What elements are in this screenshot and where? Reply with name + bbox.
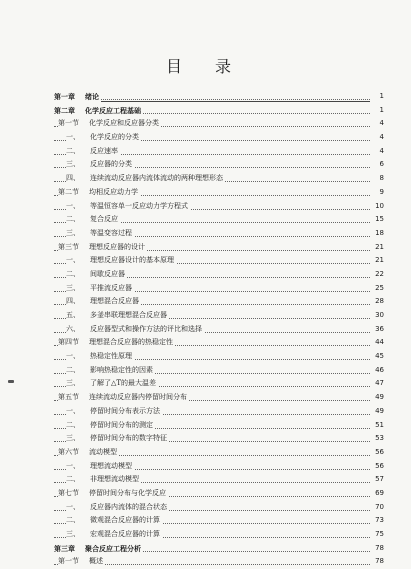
toc-entry-label (66, 405, 162, 419)
toc-entry (54, 200, 384, 214)
toc-entry-label (66, 432, 169, 446)
toc-entry-label (66, 501, 169, 515)
toc-entry-page: 51 (370, 419, 384, 433)
toc-entry-title: 了解了△T的最大温差 (90, 379, 157, 388)
toc-entry-page: 49 (370, 405, 384, 419)
toc-entry-number: 第一节 (58, 557, 79, 566)
toc-entry (54, 90, 384, 104)
toc-entry-page: 1 (370, 104, 384, 118)
toc-entry-page: 1 (370, 90, 384, 104)
toc-entry-page: 56 (370, 446, 384, 460)
toc-entry-title: 复合反应 (90, 215, 118, 224)
toc-entry-page: 44 (370, 336, 384, 350)
toc-entry-page: 70 (370, 501, 384, 515)
toc-entry (54, 213, 384, 227)
toc-entry (54, 350, 384, 364)
toc-entry-label (66, 145, 120, 159)
toc-entry-number: 三、 (66, 160, 80, 169)
toc-entry-page: 73 (370, 514, 384, 528)
toc-entry-title: 反应器的分类 (90, 160, 132, 169)
toc-entry-number: 第一节 (58, 119, 79, 128)
toc-entry-page: 57 (370, 473, 384, 487)
toc-entry-title: 连续流动反应器内停留时间分布 (89, 393, 187, 402)
toc-entry-title: 非理想流动模型 (90, 475, 139, 484)
toc-entry-label (58, 241, 147, 255)
toc-entry (54, 295, 384, 309)
toc-entry-title: 理想混合反应器的热稳定性 (89, 338, 173, 347)
toc-entry (54, 405, 384, 419)
toc-entry-number: 五、 (66, 311, 80, 319)
toc-entry-number: 一、 (66, 461, 80, 470)
toc-entry-title: 影响热稳定性的因素 (90, 365, 153, 374)
toc-entry (54, 555, 384, 569)
toc-entry-page: 15 (370, 213, 384, 227)
toc-entry (54, 432, 384, 446)
toc-entry-label (58, 487, 168, 501)
toc-entry (54, 268, 384, 282)
toc-entry-number: 二、 (66, 365, 80, 374)
toc-entry-label (58, 391, 189, 405)
toc-entry-page: 49 (370, 391, 384, 405)
toc-entry-number: 二、 (66, 269, 80, 278)
toc-entry-number: 一、 (66, 201, 80, 210)
toc-entry-number: 二、 (66, 420, 80, 429)
toc-entry-title: 聚合反应工程分析 (85, 543, 141, 553)
leader-dots (54, 90, 370, 100)
toc-entry-number: 二、 (66, 475, 80, 484)
toc-entry-page: 75 (370, 528, 384, 542)
toc-entry-title: 连续流动反应器内流体流动的两种理想形态 (90, 174, 223, 183)
toc-entry-number: 第五节 (58, 393, 79, 402)
toc-entry-title: 理想混合反应器 (90, 297, 139, 306)
toc-entry-label (54, 542, 143, 556)
toc-entry (54, 158, 384, 172)
toc-entry-label (66, 200, 190, 214)
toc-entry-page: 45 (370, 350, 384, 364)
toc-entry-label (58, 555, 105, 569)
toc-entry-number: 第三节 (58, 242, 79, 251)
toc-entry-number: 一、 (66, 352, 80, 361)
toc-entry (54, 254, 384, 268)
toc-entry (54, 323, 384, 337)
toc-entry (54, 391, 384, 405)
toc-entry-number: 一、 (66, 256, 80, 265)
toc-entry-page: 69 (370, 487, 384, 501)
toc-entry-label (66, 254, 176, 268)
toc-entry-label (66, 282, 134, 296)
toc-entry-label (58, 336, 175, 350)
toc-entry-title: 理想反应器的设计 (89, 242, 145, 251)
toc-entry-number: 一、 (66, 133, 80, 142)
toc-entry-label (58, 446, 119, 460)
toc-entry (54, 117, 384, 131)
toc-entry-title: 反应器型式和操作方法的评比和选择 (90, 324, 202, 333)
toc-entry-page: 6 (370, 158, 384, 172)
toc-entry (54, 282, 384, 296)
toc-entry-number: 二、 (66, 215, 80, 224)
toc-entry-title: 化学反应和反应器分类 (89, 119, 159, 128)
toc-entry-title: 反应器内流体的混合状态 (90, 502, 167, 511)
toc-entry-number: 四、 (66, 174, 80, 183)
toc-entry (54, 172, 384, 186)
toc-entry-label (66, 460, 134, 474)
toc-entry (54, 241, 384, 255)
toc-entry (54, 309, 384, 323)
toc-entry-label (66, 364, 155, 378)
toc-entry (54, 186, 384, 200)
toc-entry-page: 47 (370, 377, 384, 391)
toc-entry-title: 化学反应工程基础 (85, 105, 141, 115)
page-title: 目 录 (165, 57, 246, 76)
toc-entry-label (66, 268, 127, 282)
toc-entry-page: 4 (370, 145, 384, 159)
toc-entry-label (54, 90, 101, 104)
toc-entry-label (66, 131, 141, 145)
toc-entry-title: 热稳定性原理 (90, 352, 132, 361)
toc-entry-number: 四、 (66, 297, 80, 306)
toc-entry-page: 8 (370, 172, 384, 186)
toc-entry-title: 均相反应动力学 (89, 187, 138, 196)
toc-entry-number: 第七节 (58, 488, 79, 497)
toc-entry-title: 绪论 (85, 92, 99, 101)
toc-entry (54, 528, 384, 542)
toc-entry-page: 9 (370, 186, 384, 200)
toc-entry-page: 21 (370, 254, 384, 268)
toc-entry (54, 131, 384, 145)
toc-entry-label (66, 528, 162, 542)
toc-entry-number: 第一章 (54, 92, 75, 101)
toc-entry (54, 364, 384, 378)
toc-entry-number: 三、 (66, 434, 80, 443)
toc-entry-label (66, 309, 169, 323)
toc-entry-title: 停留时间分布与化学反应 (89, 488, 166, 497)
toc-entry-number: 二、 (66, 516, 80, 525)
toc-entry-title: 等温变容过程 (90, 228, 132, 237)
toc-entry-number: 第二章 (54, 105, 75, 115)
toc-entry (54, 514, 384, 528)
table-of-contents (54, 90, 384, 569)
toc-entry-page: 18 (370, 227, 384, 241)
toc-entry-label (58, 186, 140, 200)
toc-entry-label (66, 295, 141, 309)
toc-entry (54, 501, 384, 515)
toc-entry-label (66, 514, 162, 528)
toc-entry (54, 419, 384, 433)
toc-entry-number: 第六节 (58, 447, 79, 456)
toc-entry (54, 446, 384, 460)
toc-entry-number: 第二节 (58, 187, 79, 196)
toc-entry-page: 4 (370, 117, 384, 131)
toc-entry-label (66, 377, 158, 391)
toc-entry-title: 概述 (89, 557, 103, 566)
toc-entry-page: 30 (370, 309, 384, 323)
toc-entry-label (66, 158, 134, 172)
toc-entry-label (66, 213, 120, 227)
toc-entry (54, 377, 384, 391)
toc-entry-label (66, 227, 134, 241)
toc-entry-label (66, 473, 141, 487)
toc-entry-label (66, 419, 155, 433)
toc-entry-label (66, 323, 204, 337)
toc-entry-title: 理想流动模型 (90, 461, 132, 470)
toc-entry (54, 487, 384, 501)
toc-entry-number: 三、 (66, 228, 80, 237)
toc-entry-number: 三、 (66, 530, 80, 538)
toc-entry (54, 227, 384, 241)
toc-entry-number: 一、 (66, 502, 80, 511)
toc-entry-page: 36 (370, 323, 384, 337)
toc-entry-page: 56 (370, 460, 384, 474)
toc-entry-title: 间歇反应器 (90, 269, 125, 278)
toc-entry-title: 微观混合反应器的计算 (90, 516, 160, 525)
toc-entry-label (66, 350, 134, 364)
toc-entry-title: 停留时间分布的测定 (90, 420, 153, 429)
toc-entry-number: 三、 (66, 379, 80, 388)
toc-entry-title: 等温恒容单一反应动力学方程式 (90, 201, 188, 210)
toc-entry (54, 542, 384, 556)
toc-entry-number: 一、 (66, 406, 80, 415)
toc-entry-page: 78 (370, 555, 384, 569)
toc-entry-page: 22 (370, 268, 384, 282)
toc-entry (54, 473, 384, 487)
toc-entry-label (58, 117, 161, 131)
toc-entry-page: 46 (370, 364, 384, 378)
toc-entry-number: 二、 (66, 146, 80, 155)
toc-entry-number: 第三章 (54, 543, 75, 553)
toc-entry-page: 28 (370, 295, 384, 309)
toc-entry-page: 53 (370, 432, 384, 446)
toc-entry-title: 反应速率 (90, 146, 118, 155)
scan-mark (8, 380, 14, 383)
toc-entry-number: 第四节 (58, 338, 79, 347)
toc-entry (54, 145, 384, 159)
toc-entry (54, 460, 384, 474)
toc-entry (54, 336, 384, 350)
toc-entry-page: 78 (370, 542, 384, 556)
toc-entry-title: 停留时间分布表示方法 (90, 406, 160, 415)
toc-entry-page: 21 (370, 241, 384, 255)
toc-entry-title: 平推流反应器 (90, 283, 132, 292)
toc-entry-title: 停留时间分布的数字特征 (90, 434, 167, 443)
toc-entry-page: 4 (370, 131, 384, 145)
toc-entry-label (54, 104, 143, 118)
toc-entry-title: 流动模型 (89, 447, 117, 456)
toc-entry (54, 104, 384, 118)
toc-entry-number: 六、 (66, 324, 80, 333)
toc-entry-label (66, 172, 225, 186)
toc-entry-title: 理想反应器设计的基本原理 (90, 256, 174, 265)
toc-entry-title: 宏观混合反应器的计算 (90, 530, 160, 538)
toc-entry-title: 多釜串联理想混合反应器 (90, 311, 167, 319)
toc-entry-page: 10 (370, 200, 384, 214)
toc-entry-number: 三、 (66, 283, 80, 292)
toc-entry-page: 25 (370, 282, 384, 296)
toc-entry-title: 化学反应的分类 (90, 133, 139, 142)
